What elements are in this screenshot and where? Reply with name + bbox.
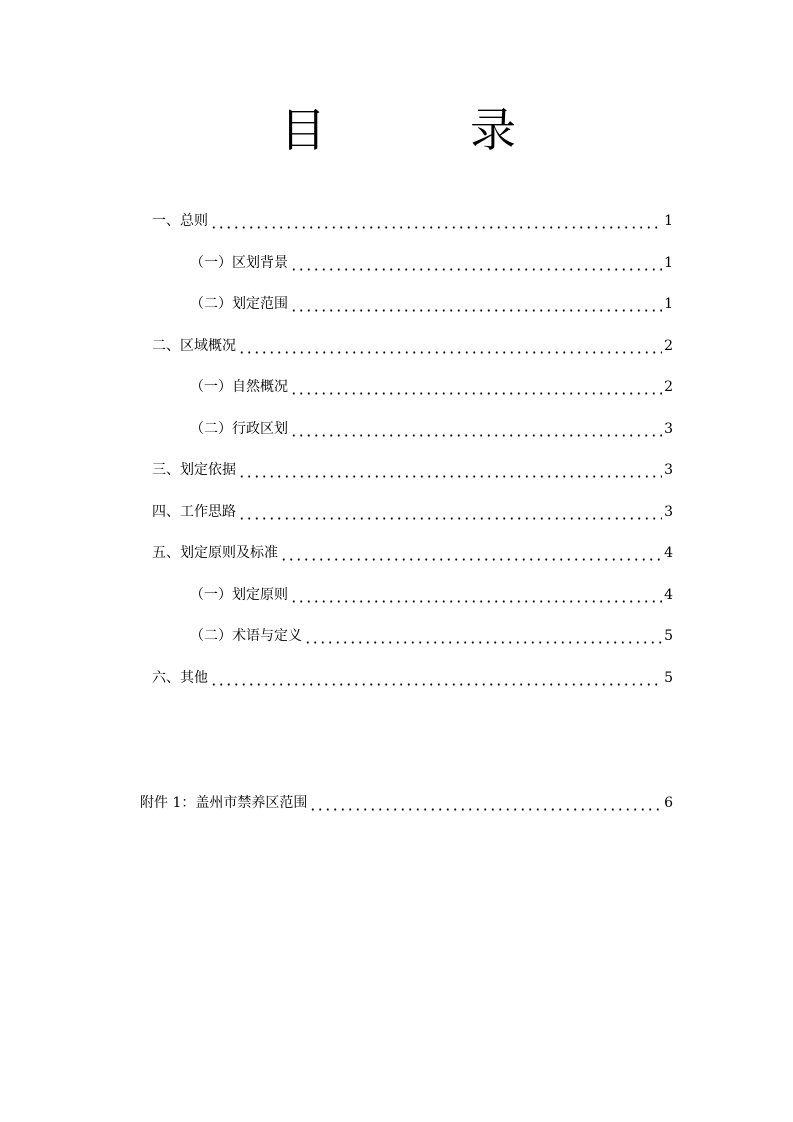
dot-leader xyxy=(210,210,662,232)
dot-leader xyxy=(290,584,662,606)
dot-leader xyxy=(309,792,662,814)
toc-page-number: 1 xyxy=(664,255,673,271)
toc-entry-label: （一）区划背景 xyxy=(190,255,288,271)
toc-page-number: 2 xyxy=(664,379,673,395)
toc-page-number: 3 xyxy=(664,421,673,437)
title-char-2: 录 xyxy=(470,103,516,157)
toc-page-number: 1 xyxy=(664,296,673,312)
dot-leader xyxy=(238,335,662,357)
toc-entry-terms-and-definitions[interactable] xyxy=(190,625,673,647)
toc-page-number: 5 xyxy=(664,628,673,644)
toc-entry-label: 六、其他 xyxy=(152,670,208,686)
toc-page-number: 3 xyxy=(664,504,673,520)
toc-entry-label: （二）划定范围 xyxy=(190,296,288,312)
toc-entry-delimitation-basis[interactable] xyxy=(152,459,673,481)
toc-page-number: 3 xyxy=(664,462,673,478)
dot-leader xyxy=(304,625,662,647)
toc-entry-attachment-1[interactable] xyxy=(140,792,673,814)
toc-page-number: 4 xyxy=(664,545,673,561)
toc-entry-delimitation-scope[interactable] xyxy=(190,293,673,315)
toc-entry-label: 四、工作思路 xyxy=(152,504,236,520)
toc-entry-label: （一）划定原则 xyxy=(190,587,288,603)
dot-leader xyxy=(238,459,662,481)
dot-leader xyxy=(290,376,662,398)
dot-leader xyxy=(290,252,662,274)
toc-page-number: 4 xyxy=(664,587,673,603)
toc-page-number: 2 xyxy=(664,338,673,354)
document-title xyxy=(0,100,793,160)
dot-leader xyxy=(280,542,662,564)
toc-entry-zoning-background[interactable] xyxy=(190,252,673,274)
toc-entry-label: 五、划定原则及标准 xyxy=(152,545,278,561)
toc-entry-general[interactable] xyxy=(152,210,673,232)
toc-entry-natural-overview[interactable] xyxy=(190,376,673,398)
toc-entry-label: （一）自然概况 xyxy=(190,379,288,395)
toc-entry-label: 三、划定依据 xyxy=(152,462,236,478)
toc-entry-administrative-division[interactable] xyxy=(190,418,673,440)
toc-entry-regional-overview[interactable] xyxy=(152,335,673,357)
toc-page-number: 6 xyxy=(664,795,673,811)
toc-entry-principles-and-standards[interactable] xyxy=(152,542,673,564)
dot-leader xyxy=(290,418,662,440)
toc-entry-other[interactable] xyxy=(152,667,673,689)
toc-entry-label: 附件 1：盖州市禁养区范围 xyxy=(140,795,308,811)
toc-entry-delimitation-principles[interactable] xyxy=(190,584,673,606)
toc-page-number: 1 xyxy=(664,213,673,229)
toc-entry-label: （二）术语与定义 xyxy=(190,628,302,644)
dot-leader xyxy=(290,293,662,315)
toc-page-number: 5 xyxy=(664,670,673,686)
dot-leader xyxy=(210,667,662,689)
toc-entry-label: 二、区域概况 xyxy=(152,338,236,354)
toc-entry-label: （二）行政区划 xyxy=(190,421,288,437)
title-char-1: 目 xyxy=(280,103,326,157)
toc-entry-work-approach[interactable] xyxy=(152,501,673,523)
toc-entry-label: 一、总则 xyxy=(152,213,208,229)
dot-leader xyxy=(238,501,662,523)
